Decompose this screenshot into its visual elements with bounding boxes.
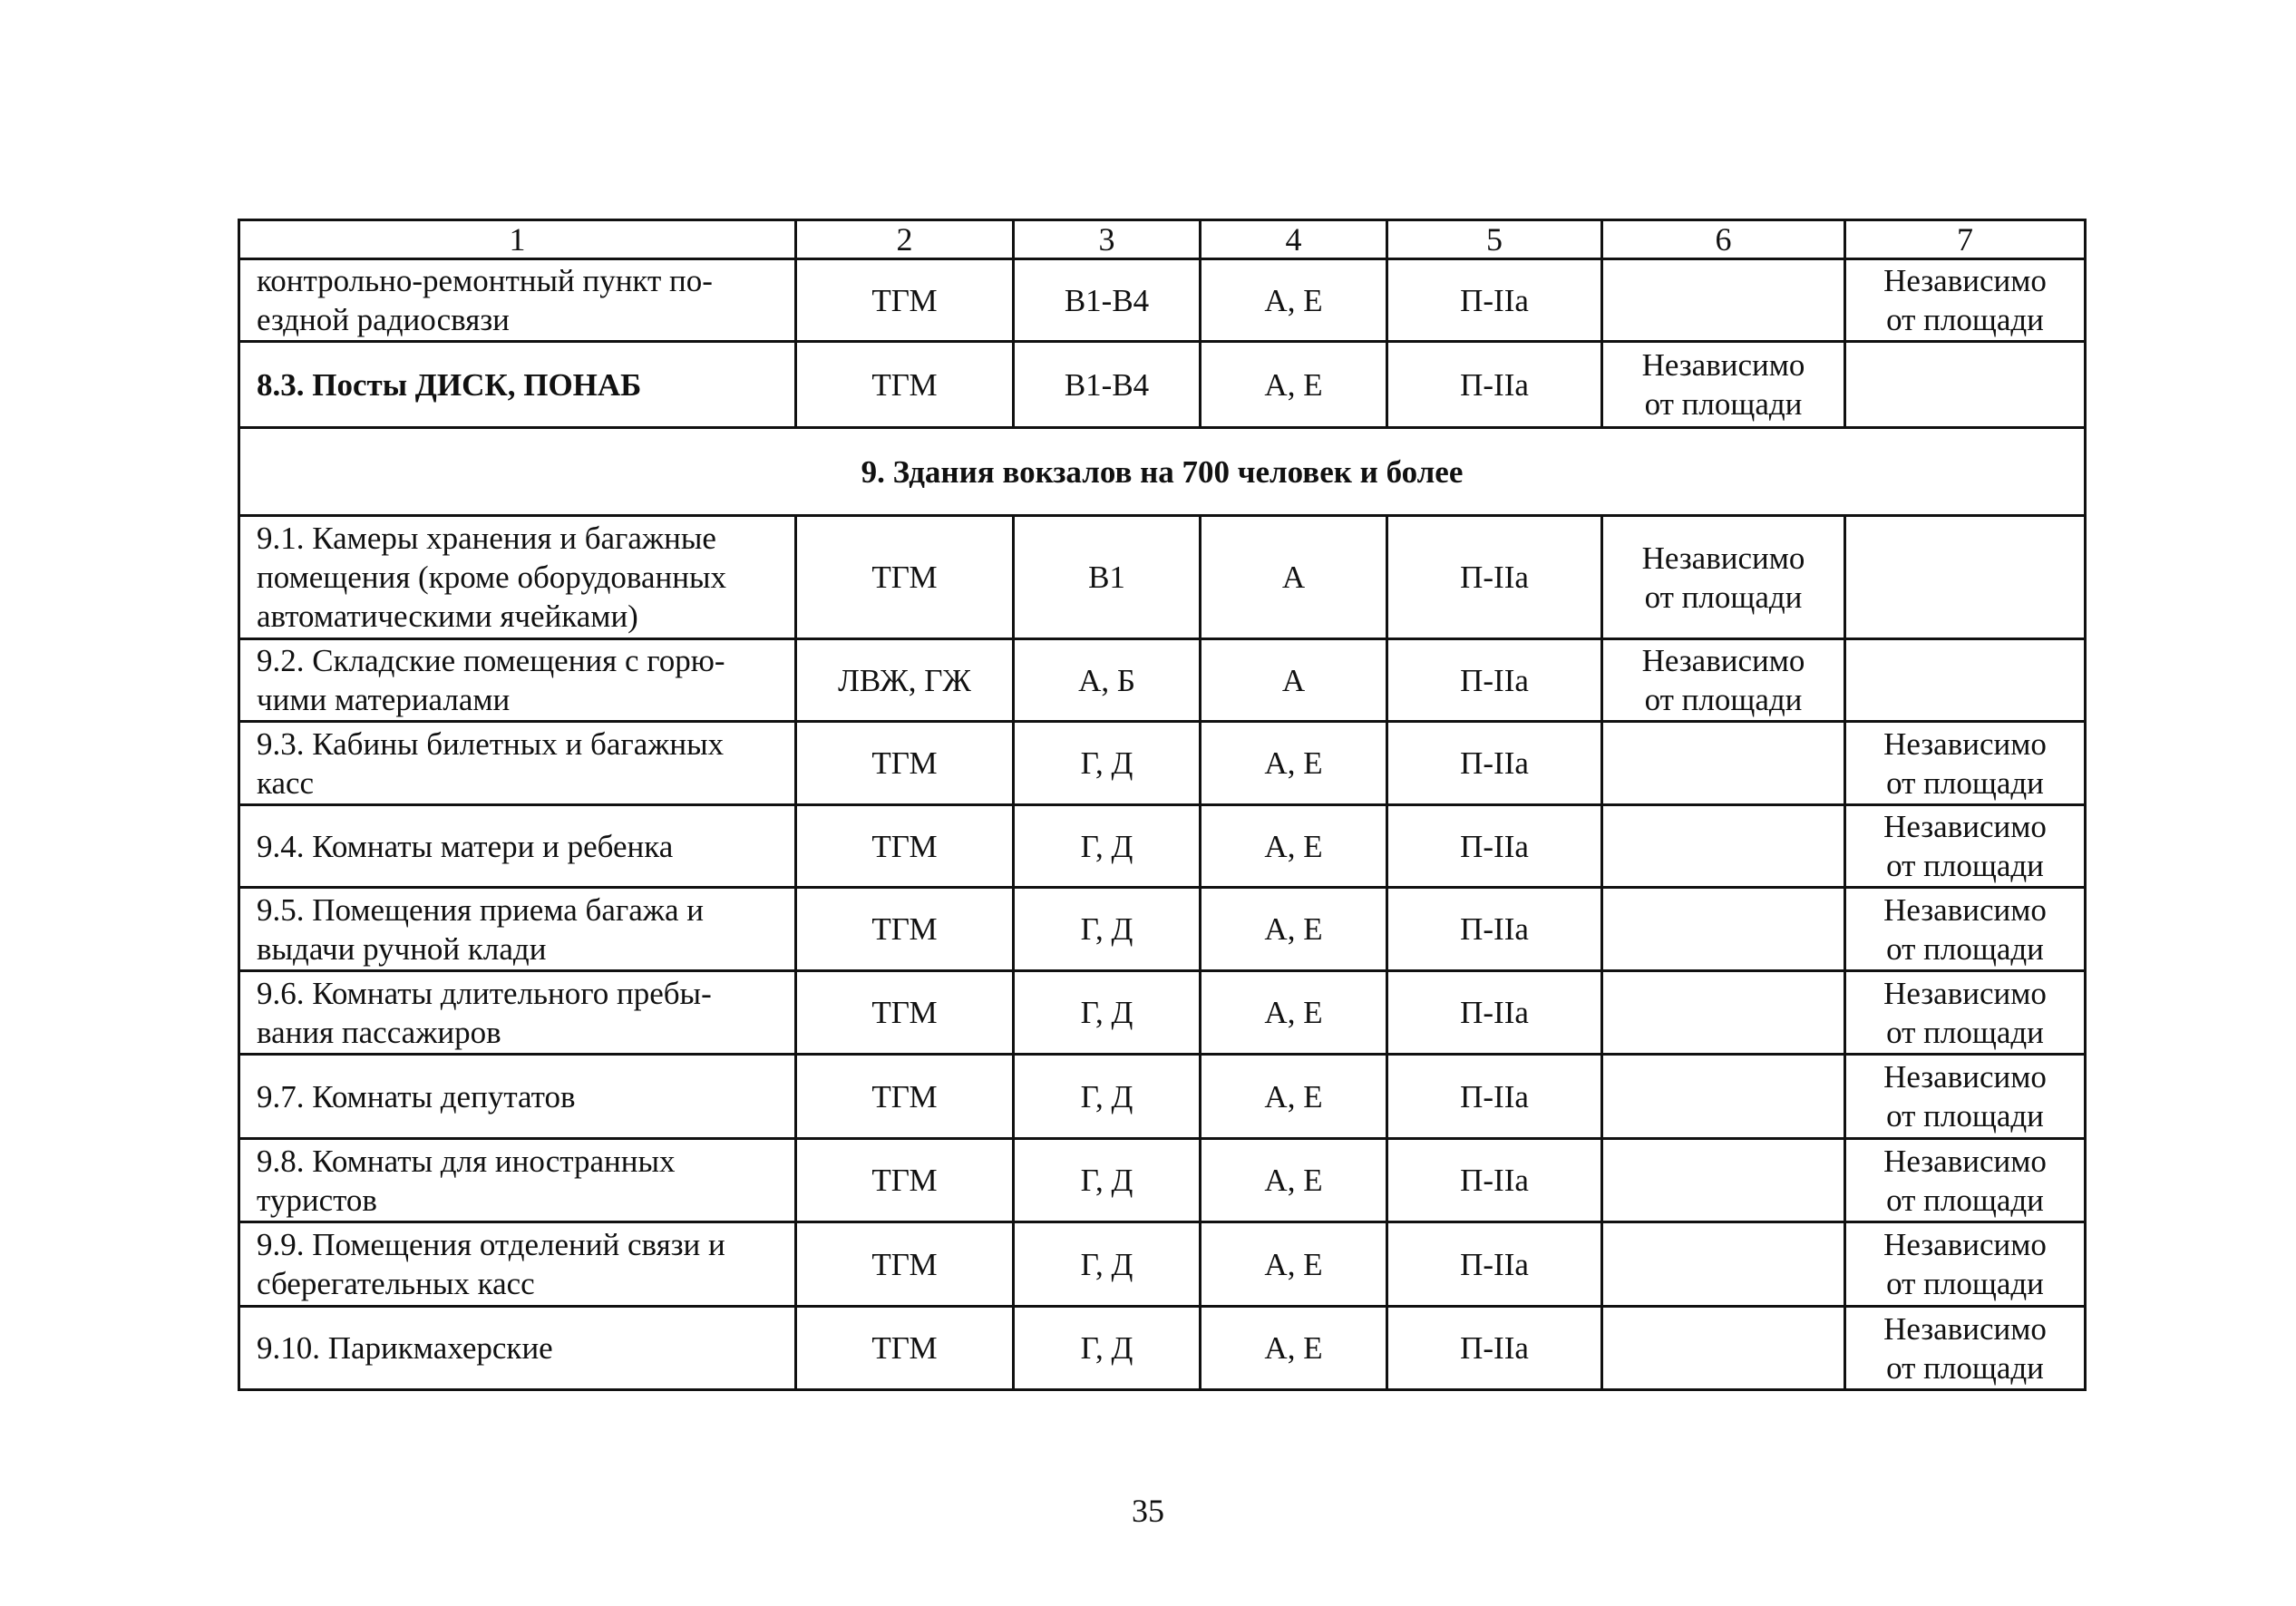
table-cell-col-1: 9.3. Кабины билетных и багажных касс: [239, 722, 796, 805]
table-cell-col-2: ЛВЖ, ГЖ: [796, 639, 1014, 722]
table-cell-col-5: П-IIа: [1387, 639, 1602, 722]
table-cell-col-2: ТГМ: [796, 516, 1014, 639]
table-cell-col-3: А, Б: [1014, 639, 1201, 722]
table-cell-col-4: А, Е: [1201, 1055, 1387, 1139]
table-cell-col-4: А: [1201, 516, 1387, 639]
table-cell-col-3: В1-В4: [1014, 259, 1201, 342]
table-cell-col-7: [1845, 639, 2086, 722]
table-cell-col-6: [1602, 259, 1845, 342]
table-row: [239, 342, 2086, 428]
table-cell-col-3: Г, Д: [1014, 971, 1201, 1055]
table-cell-col-5: П-IIа: [1387, 516, 1602, 639]
table-row: [239, 516, 2086, 639]
table-cell-col-2: ТГМ: [796, 1222, 1014, 1307]
table-cell-col-6: [1602, 722, 1845, 805]
table-cell-col-1: 9.10. Парикмахерские: [239, 1307, 796, 1390]
table-cell-col-3: Г, Д: [1014, 805, 1201, 888]
table-cell-col-6: [1602, 888, 1845, 971]
table-row: [239, 1222, 2086, 1307]
table-cell-col-5: П-IIа: [1387, 1055, 1602, 1139]
table-cell-col-2: ТГМ: [796, 888, 1014, 971]
table-cell-col-7: [1845, 342, 2086, 428]
table-cell-col-2: ТГМ: [796, 342, 1014, 428]
table-body: [239, 220, 2086, 1390]
table-cell-col-4: А, Е: [1201, 971, 1387, 1055]
table-cell-col-1: 8.3. Посты ДИСК, ПОНАБ: [239, 342, 796, 428]
table-cell-col-4: А, Е: [1201, 888, 1387, 971]
table-row: [239, 805, 2086, 888]
column-number-row: [239, 220, 2086, 259]
table-cell-col-6: [1602, 1222, 1845, 1307]
table-cell-col-4: А, Е: [1201, 259, 1387, 342]
table-row: [239, 1307, 2086, 1390]
table-cell-col-4: А, Е: [1201, 1307, 1387, 1390]
table-cell-col-1: 9.7. Комнаты депутатов: [239, 1055, 796, 1139]
column-number: 2: [796, 220, 1014, 259]
table-cell-col-5: П-IIа: [1387, 259, 1602, 342]
table-cell-col-1: 9.6. Комнаты длительного пребы- вания пассажиров: [239, 971, 796, 1055]
table-cell-col-3: Г, Д: [1014, 1307, 1201, 1390]
table-cell-col-2: ТГМ: [796, 1139, 1014, 1222]
column-number: 3: [1014, 220, 1201, 259]
table-cell-col-5: П-IIа: [1387, 888, 1602, 971]
table-cell-col-2: ТГМ: [796, 722, 1014, 805]
table-row: [239, 1055, 2086, 1139]
table-cell-col-5: П-IIа: [1387, 342, 1602, 428]
table-cell-col-7: Независимо от площади: [1845, 1307, 2086, 1390]
table-cell-col-5: П-IIа: [1387, 805, 1602, 888]
table-cell-col-3: Г, Д: [1014, 1222, 1201, 1307]
table-cell-col-6: [1602, 1307, 1845, 1390]
table-cell-col-7: Независимо от площади: [1845, 1222, 2086, 1307]
table-row: [239, 639, 2086, 722]
table-cell-col-7: Независимо от площади: [1845, 805, 2086, 888]
table-cell-col-1: 9.5. Помещения приема багажа и выдачи ручной клади: [239, 888, 796, 971]
table-cell-col-2: ТГМ: [796, 971, 1014, 1055]
section-header-row: [239, 428, 2086, 516]
table-cell-col-1: 9.8. Комнаты для иностранных туристов: [239, 1139, 796, 1222]
table-cell-col-1: 9.9. Помещения отделений связи и сберегательных касс: [239, 1222, 796, 1307]
table-cell-col-3: Г, Д: [1014, 722, 1201, 805]
table-cell-col-5: П-IIа: [1387, 1222, 1602, 1307]
column-number: 6: [1602, 220, 1845, 259]
page-number: 35: [1132, 1493, 1164, 1529]
section-title: 9. Здания вокзалов на 700 человек и более: [239, 428, 2086, 516]
table-cell-col-7: [1845, 516, 2086, 639]
table-cell-col-7: Независимо от площади: [1845, 1139, 2086, 1222]
table-cell-col-1: 9.1. Камеры хранения и багажные помещения (кроме оборудованных автоматическими ячейками): [239, 516, 796, 639]
table-cell-col-6: Независимо от площади: [1602, 639, 1845, 722]
table-row: [239, 259, 2086, 342]
table-cell-col-3: В1-В4: [1014, 342, 1201, 428]
column-number: 4: [1201, 220, 1387, 259]
table-cell-col-5: П-IIа: [1387, 1139, 1602, 1222]
table-cell-col-3: Г, Д: [1014, 888, 1201, 971]
table-cell-col-2: ТГМ: [796, 259, 1014, 342]
table-cell-col-5: П-IIа: [1387, 722, 1602, 805]
table-cell-col-7: Независимо от площади: [1845, 888, 2086, 971]
table-row: [239, 1139, 2086, 1222]
table-cell-col-6: [1602, 805, 1845, 888]
column-number: 1: [239, 220, 796, 259]
table-cell-col-2: ТГМ: [796, 1055, 1014, 1139]
column-number: 5: [1387, 220, 1602, 259]
table-cell-col-2: ТГМ: [796, 805, 1014, 888]
table-cell-col-3: Г, Д: [1014, 1055, 1201, 1139]
table-row: [239, 722, 2086, 805]
table-cell-col-5: П-IIа: [1387, 1307, 1602, 1390]
table-cell-col-4: А: [1201, 639, 1387, 722]
table-cell-col-4: А, Е: [1201, 342, 1387, 428]
table-cell-col-1: 9.4. Комнаты матери и ребенка: [239, 805, 796, 888]
requirements-table: [238, 219, 2087, 1391]
table-row: [239, 888, 2086, 971]
table-cell-col-7: Независимо от площади: [1845, 722, 2086, 805]
table-cell-col-6: Независимо от площади: [1602, 342, 1845, 428]
table-cell-col-6: [1602, 1139, 1845, 1222]
table-cell-col-4: А, Е: [1201, 805, 1387, 888]
table-cell-col-4: А, Е: [1201, 1222, 1387, 1307]
table-cell-col-3: Г, Д: [1014, 1139, 1201, 1222]
table-cell-col-5: П-IIа: [1387, 971, 1602, 1055]
table-cell-col-6: [1602, 971, 1845, 1055]
table-cell-col-1: контрольно-ремонтный пункт по- ездной радиосвязи: [239, 259, 796, 342]
column-number: 7: [1845, 220, 2086, 259]
table-row: [239, 971, 2086, 1055]
table-cell-col-7: Независимо от площади: [1845, 259, 2086, 342]
table-cell-col-6: Независимо от площади: [1602, 516, 1845, 639]
table-cell-col-1: 9.2. Складские помещения с горю- чими материалами: [239, 639, 796, 722]
table-cell-col-3: В1: [1014, 516, 1201, 639]
table-cell-col-2: ТГМ: [796, 1307, 1014, 1390]
table-cell-col-7: Независимо от площади: [1845, 1055, 2086, 1139]
table-cell-col-4: А, Е: [1201, 1139, 1387, 1222]
table-cell-col-6: [1602, 1055, 1845, 1139]
table-cell-col-4: А, Е: [1201, 722, 1387, 805]
table-cell-col-7: Независимо от площади: [1845, 971, 2086, 1055]
